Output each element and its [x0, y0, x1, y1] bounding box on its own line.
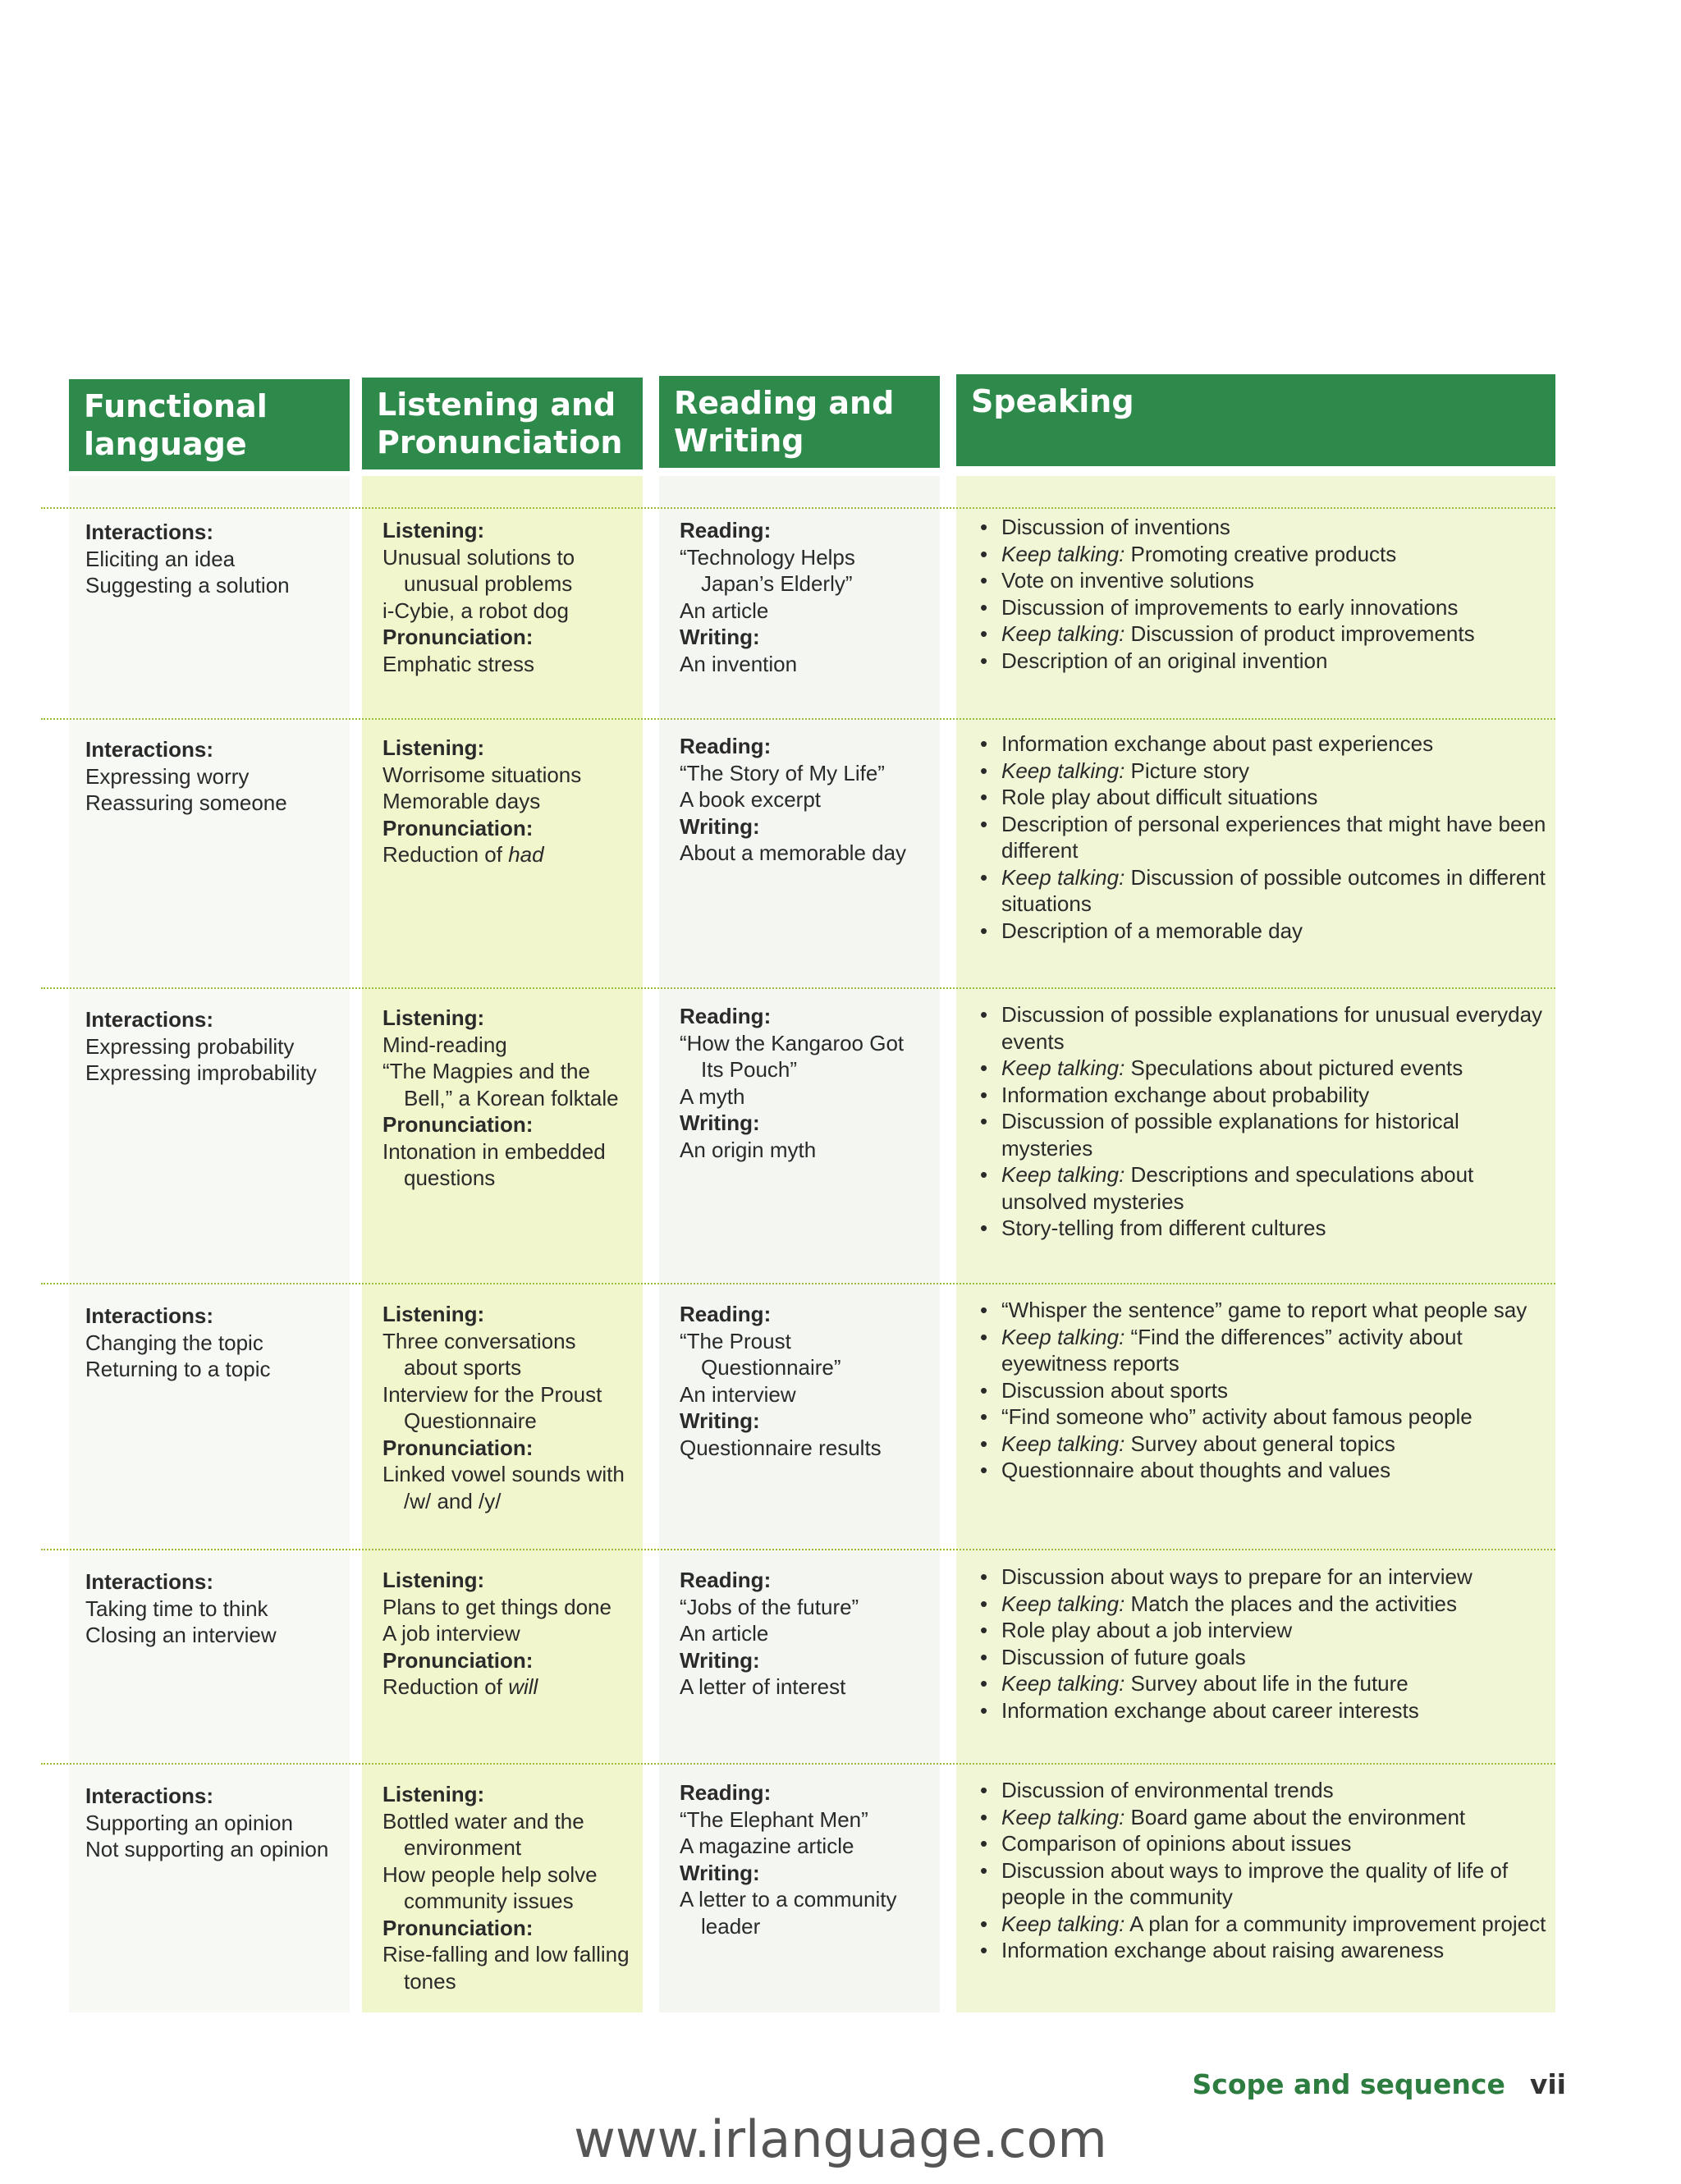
speaking-item: • Discussion of environmental trends — [977, 1777, 1551, 1804]
speaking-item: • Keep talking: Descriptions and speculations about unsolved mysteries — [977, 1161, 1551, 1215]
row1-speaking — [977, 514, 1551, 674]
row1-listening: Listening: Unusual solutions to unusual problems i-Cybie, a robot dog Pronunciation: Emphatic stress — [382, 518, 575, 676]
row-divider — [41, 1549, 1555, 1550]
row6-speaking — [977, 1777, 1551, 1964]
speaking-item: • Comparison of opinions about issues — [977, 1830, 1551, 1857]
row3-functional: Interactions: Expressing probability Expressing improbability — [85, 1007, 317, 1085]
row1-reading: Reading: “Technology Helps Japan’s Elderly” An article Writing: An invention — [680, 518, 855, 676]
page-footer — [1193, 2068, 1566, 2100]
speaking-item: • Discussion of improvements to early innovations — [977, 594, 1551, 621]
speaking-item: • Description of personal experiences that might have been different — [977, 811, 1551, 864]
row-divider — [41, 987, 1555, 989]
speaking-item: • Keep talking: A plan for a community improvement project — [977, 1911, 1551, 1938]
row5-reading: Reading: “Jobs of the future” An article Writing: A letter of interest — [680, 1568, 859, 1699]
speaking-item: • Keep talking: Discussion of possible outcomes in different situations — [977, 864, 1551, 918]
speaking-item: • Discussion of possible explanations for unusual everyday events — [977, 1001, 1551, 1055]
row-divider — [41, 507, 1555, 509]
speaking-item: • Information exchange about past experiences — [977, 730, 1551, 758]
watermark-url: www.irlanguage.com — [574, 2109, 1107, 2169]
row5-functional: Interactions: Taking time to think Closing an interview — [85, 1569, 277, 1647]
row2-functional: Interactions: Expressing worry Reassuring someone — [85, 737, 287, 815]
speaking-item: • Discussion of possible explanations for historical mysteries — [977, 1108, 1551, 1161]
row3-reading: Reading: “How the Kangaroo Got Its Pouch” A myth Writing: An origin myth — [680, 1004, 905, 1162]
speaking-item: • Keep talking: Discussion of product improvements — [977, 620, 1551, 648]
footer-title: Scope and sequence — [1192, 2068, 1505, 2100]
row6-functional: Interactions: Supporting an opinion Not supporting an opinion — [85, 1783, 329, 1861]
speaking-item: • Story-telling from different cultures — [977, 1215, 1551, 1242]
row6-listening: Listening: Bottled water and the environment How people help solve community issues Pronunciation: Rise-falling and low falling tones — [382, 1782, 630, 1994]
speaking-item: • Role play about a job interview — [977, 1617, 1551, 1644]
speaking-item: • Keep talking: Survey about general topics — [977, 1431, 1551, 1458]
speaking-item: • Vote on inventive solutions — [977, 567, 1551, 594]
speaking-item: • “Find someone who” activity about famous people — [977, 1403, 1551, 1431]
row5-listening: Listening: Plans to get things done A job interview Pronunciation: Reduction of will — [382, 1568, 611, 1699]
speaking-item: • Discussion about ways to prepare for an interview — [977, 1564, 1551, 1591]
row3-listening: Listening: Mind-reading “The Magpies and the Bell,” a Korean folktale Pronunciation: Intonation in embedded questions — [382, 1005, 619, 1190]
header-reading-writing: Reading and Writing — [659, 376, 940, 468]
header-functional-language: Functional language — [69, 379, 350, 471]
row-divider — [41, 1763, 1555, 1765]
header-listening-pronunciation: Listening and Pronunciation — [362, 378, 643, 469]
speaking-item: • “Whisper the sentence” game to report what people say — [977, 1297, 1551, 1324]
speaking-item: • Discussion of inventions — [977, 514, 1551, 541]
row6-reading: Reading: “The Elephant Men” A magazine article Writing: A letter to a community leader — [680, 1780, 897, 1939]
row-divider — [41, 1283, 1555, 1284]
speaking-item: • Description of an original invention — [977, 648, 1551, 675]
row5-speaking — [977, 1564, 1551, 1724]
speaking-item: • Keep talking: Survey about life in the future — [977, 1670, 1551, 1697]
row-divider — [41, 718, 1555, 720]
speaking-item: • Keep talking: Speculations about pictured events — [977, 1055, 1551, 1082]
row4-speaking — [977, 1297, 1551, 1484]
row4-listening: Listening: Three conversations about sports Interview for the Proust Questionnaire Pronunciation: Linked vowel sounds with /w/ and /y/ — [382, 1302, 625, 1513]
speaking-item: • Discussion of future goals — [977, 1644, 1551, 1671]
row2-speaking — [977, 730, 1551, 944]
page-number: vii — [1529, 2068, 1566, 2100]
speaking-item: • Discussion about sports — [977, 1377, 1551, 1404]
row3-speaking — [977, 1001, 1551, 1242]
speaking-item: • Keep talking: “Find the differences” activity about eyewitness reports — [977, 1324, 1551, 1377]
speaking-item: • Information exchange about probability — [977, 1082, 1551, 1109]
speaking-item: • Keep talking: Promoting creative products — [977, 541, 1551, 568]
row2-reading: Reading: “The Story of My Life” A book excerpt Writing: About a memorable day — [680, 734, 907, 865]
row2-listening: Listening: Worrisome situations Memorable days Pronunciation: Reduction of had — [382, 735, 582, 867]
speaking-item: • Role play about difficult situations — [977, 784, 1551, 811]
speaking-item: • Information exchange about raising awareness — [977, 1937, 1551, 1964]
speaking-item: • Keep talking: Picture story — [977, 758, 1551, 785]
speaking-item: • Questionnaire about thoughts and values — [977, 1457, 1551, 1484]
row4-reading: Reading: “The Proust Questionnaire” An interview Writing: Questionnaire results — [680, 1302, 882, 1460]
speaking-item: • Keep talking: Match the places and the activities — [977, 1591, 1551, 1618]
header-speaking: Speaking — [956, 374, 1555, 466]
speaking-item: • Information exchange about career interests — [977, 1697, 1551, 1724]
speaking-item: • Description of a memorable day — [977, 918, 1551, 945]
speaking-item: • Keep talking: Board game about the environment — [977, 1804, 1551, 1831]
row1-functional: Interactions: Eliciting an idea Suggesting a solution — [85, 520, 290, 598]
row4-functional: Interactions: Changing the topic Returning to a topic — [85, 1303, 271, 1381]
speaking-item: • Discussion about ways to improve the quality of life of people in the community — [977, 1857, 1551, 1911]
